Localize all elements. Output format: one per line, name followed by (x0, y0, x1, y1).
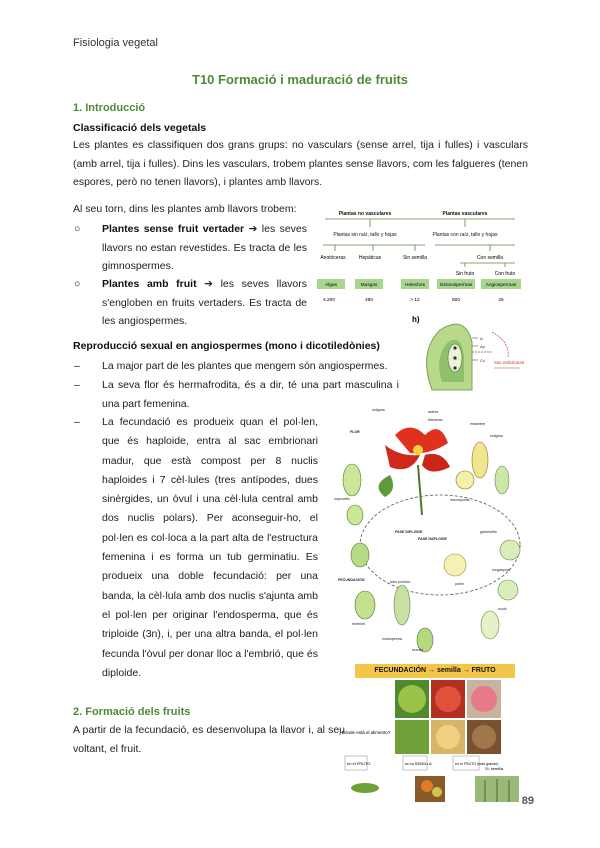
fruit-caption: en el FRUTO (más grande) (455, 762, 499, 766)
tree-l3: Sin semilla (402, 255, 428, 261)
sporophyte (343, 464, 361, 496)
tree-l4: Con fruto (494, 271, 516, 277)
embryo-sac-stage (498, 580, 518, 600)
list-item (74, 220, 308, 276)
fruit-photo-detail (472, 725, 496, 749)
leaf (379, 475, 393, 497)
cycle-label: embrión (352, 622, 365, 626)
fruit-caption: Si, semilla (485, 766, 504, 771)
cycle-label: antera (428, 410, 439, 414)
group-count: 480 (364, 298, 374, 303)
cycle-label: polen (455, 582, 464, 586)
zygote (347, 505, 363, 525)
tree-l4: Sin fruto (455, 271, 475, 277)
ovule-label: Cc (480, 358, 485, 363)
embryo-sac-label: Sac embrionari (494, 360, 525, 365)
section-heading-formacio: 2. Formació dels fruits (73, 706, 191, 718)
ovule-illustration (410, 312, 525, 392)
list-item-bold: Plantes sense fruit vertader (102, 223, 245, 235)
megaspore (500, 540, 520, 560)
list-item-text: La major part de les plantes que mengem són angiospermes. (102, 360, 388, 372)
cycle-path (360, 495, 520, 595)
list-item-text: La seva flor és hermafrodita, és a dir, té una part masculina i una part femenina. (102, 379, 399, 410)
cycle-label: FLOR (350, 430, 360, 434)
stamen (472, 442, 488, 478)
cycle-label: óvulo (498, 607, 507, 611)
list-item-text: les seves llavors no estan revestides. Es tracta de les gimnospermes. (102, 223, 308, 272)
arrow-glyph: ➔ (248, 223, 258, 235)
list-item (74, 413, 318, 683)
tree-mid-left: Plantas sin raíz, tallo y hojas (333, 232, 397, 238)
group-label: Musgos (360, 283, 378, 288)
bullet-marker: ○ (74, 223, 81, 235)
group-label: Helechos (405, 283, 425, 288)
flower-center (413, 445, 423, 455)
cycle-label: estambre (470, 422, 485, 426)
cycle-label: megaspora (492, 568, 510, 572)
figure-letter: h) (412, 315, 420, 324)
intro-paragraph: Les plantes es classifiquen dos grans grups: no vasculars (sense arrel, tija i fulles) i vasculars (amb arrel, tija i fulles). Dins les vasculars, trobem plantes sense llavors, com les falgueres (tenen espores, però no tenen llavors), i plantes amb llavors. (73, 139, 528, 188)
angiosperm-life-cycle-diagram (330, 405, 530, 660)
cycle-label: estigma (372, 408, 385, 412)
fruit-photo-detail (398, 685, 426, 713)
group-label: Angiospermas (485, 283, 517, 288)
seedling-stage (351, 543, 369, 567)
fecundation-banner: FECUNDACIÓN → semilla → FRUTO (355, 664, 515, 678)
section-heading-introduccio: 1. Introducció (73, 102, 146, 114)
green-beans-photo (351, 783, 379, 793)
list-item-text: La fecundació es produeix quan el pol·len, que és haploide, entra al sac embrionari madur, que està compost per 8 nuclis haploides i 7 cèl·lules (tres antípodes, dues sinèrgides, un òvul i una cèl·lula central amb dos nuclis polars). Per aconseguir-ho, el pol·len es col·loca a la part alta de l'estructura femenina i es forma un tub germinatiu. Es produeix una doble fecundació: per una banda, la cèl·lula amb dos nuclis s'ajunta amb el pol·len per originar l'endosperma, que és triploide (3n), i, per una altra banda, el pol·len fecunda l'òvul per donar lloc a l'embrió, que és diploide. (102, 416, 318, 679)
fruit-photo-detail (471, 686, 497, 712)
flower-petal (422, 454, 450, 472)
group-label: Gimnospermas (439, 283, 473, 288)
cycle-label: FASE DIPLOIDE (395, 530, 423, 534)
section2-paragraph: A partir de la fecundació, es desenvolupa la llavor i, al seu voltant, el fruit. (73, 724, 345, 755)
classification-tree (315, 205, 530, 310)
cycle-label: tubo polínico (390, 580, 411, 584)
subheading-classificacio: Classificació dels vegetals (73, 122, 207, 134)
flower-stem (418, 465, 422, 515)
tree-l3: Hepáticas (358, 255, 382, 261)
tree-top-right: Plantas vasculares (442, 211, 488, 217)
fruit-photo-detail (436, 725, 460, 749)
group-count: > 12 (410, 298, 420, 303)
page-number: 89 (521, 795, 534, 807)
pollen-grain (456, 471, 474, 489)
cycle-label: gametofito (480, 530, 497, 534)
list-item (74, 357, 399, 376)
fruit-photo-detail (435, 686, 461, 712)
cycle-label: semilla (412, 648, 424, 652)
cycle-label: estigma (490, 434, 503, 438)
cycle-label: FECUNDACIÓN (338, 578, 365, 582)
tree-mid-right: Plantas con raíz, tallo y hojas (432, 232, 498, 238)
group-label: Algas (325, 283, 337, 288)
embryo (355, 591, 375, 619)
cycle-label: esporofito (334, 497, 350, 501)
dash-marker: – (74, 416, 80, 428)
list-item-bold: Plantes amb fruit (102, 278, 197, 290)
fruit-caption: en la SEMILLA (405, 761, 432, 766)
fruit-photos-panel (335, 680, 525, 805)
tree-l3: Con semilla (476, 255, 504, 261)
dash-marker: – (74, 360, 80, 372)
arrow-glyph: ➔ (204, 278, 213, 290)
dash-marker: – (74, 379, 80, 391)
page-title: T10 Formació i maduració de fruits (192, 72, 408, 87)
fruit-panel-note: ¿Dónde está el alimento? (339, 730, 391, 735)
ovule-label: A (480, 336, 483, 341)
cycle-label: endosperma (382, 637, 402, 641)
group-count: 800 (451, 298, 461, 303)
list-item (74, 275, 307, 331)
pollen-grains (444, 554, 466, 576)
pistil (394, 585, 410, 625)
tree-top-left: Plantas no vasculares (338, 211, 392, 217)
bullet-marker: ○ (74, 278, 81, 290)
fruit-photo (395, 720, 429, 754)
cycle-label: microsporas (450, 498, 470, 502)
mature-embryo-sac (481, 611, 499, 639)
tree-l3: Anotóceras (320, 255, 346, 261)
subheading-reproduccio: Reproducció sexual en angiospermes (mono i dicotiledònies) (73, 340, 380, 352)
running-header: Fisiologia vegetal (73, 37, 158, 49)
seeds-intro: Al seu torn, dins les plantes amb llavors trobem: (73, 203, 297, 215)
fruit-caption: en el FRUTO (347, 761, 371, 766)
list-item-text: les seves llavors s'engloben en fruits vertaders. Es tracta de les angiospermes. (102, 278, 307, 327)
cycle-label: filamento (428, 418, 443, 422)
group-count: 4.200 (322, 298, 336, 303)
cycle-label: FASE HAPLOIDE (418, 537, 447, 541)
group-count: 25 (498, 298, 504, 303)
ovule-label: Ap (480, 344, 485, 349)
ovary (495, 466, 509, 494)
